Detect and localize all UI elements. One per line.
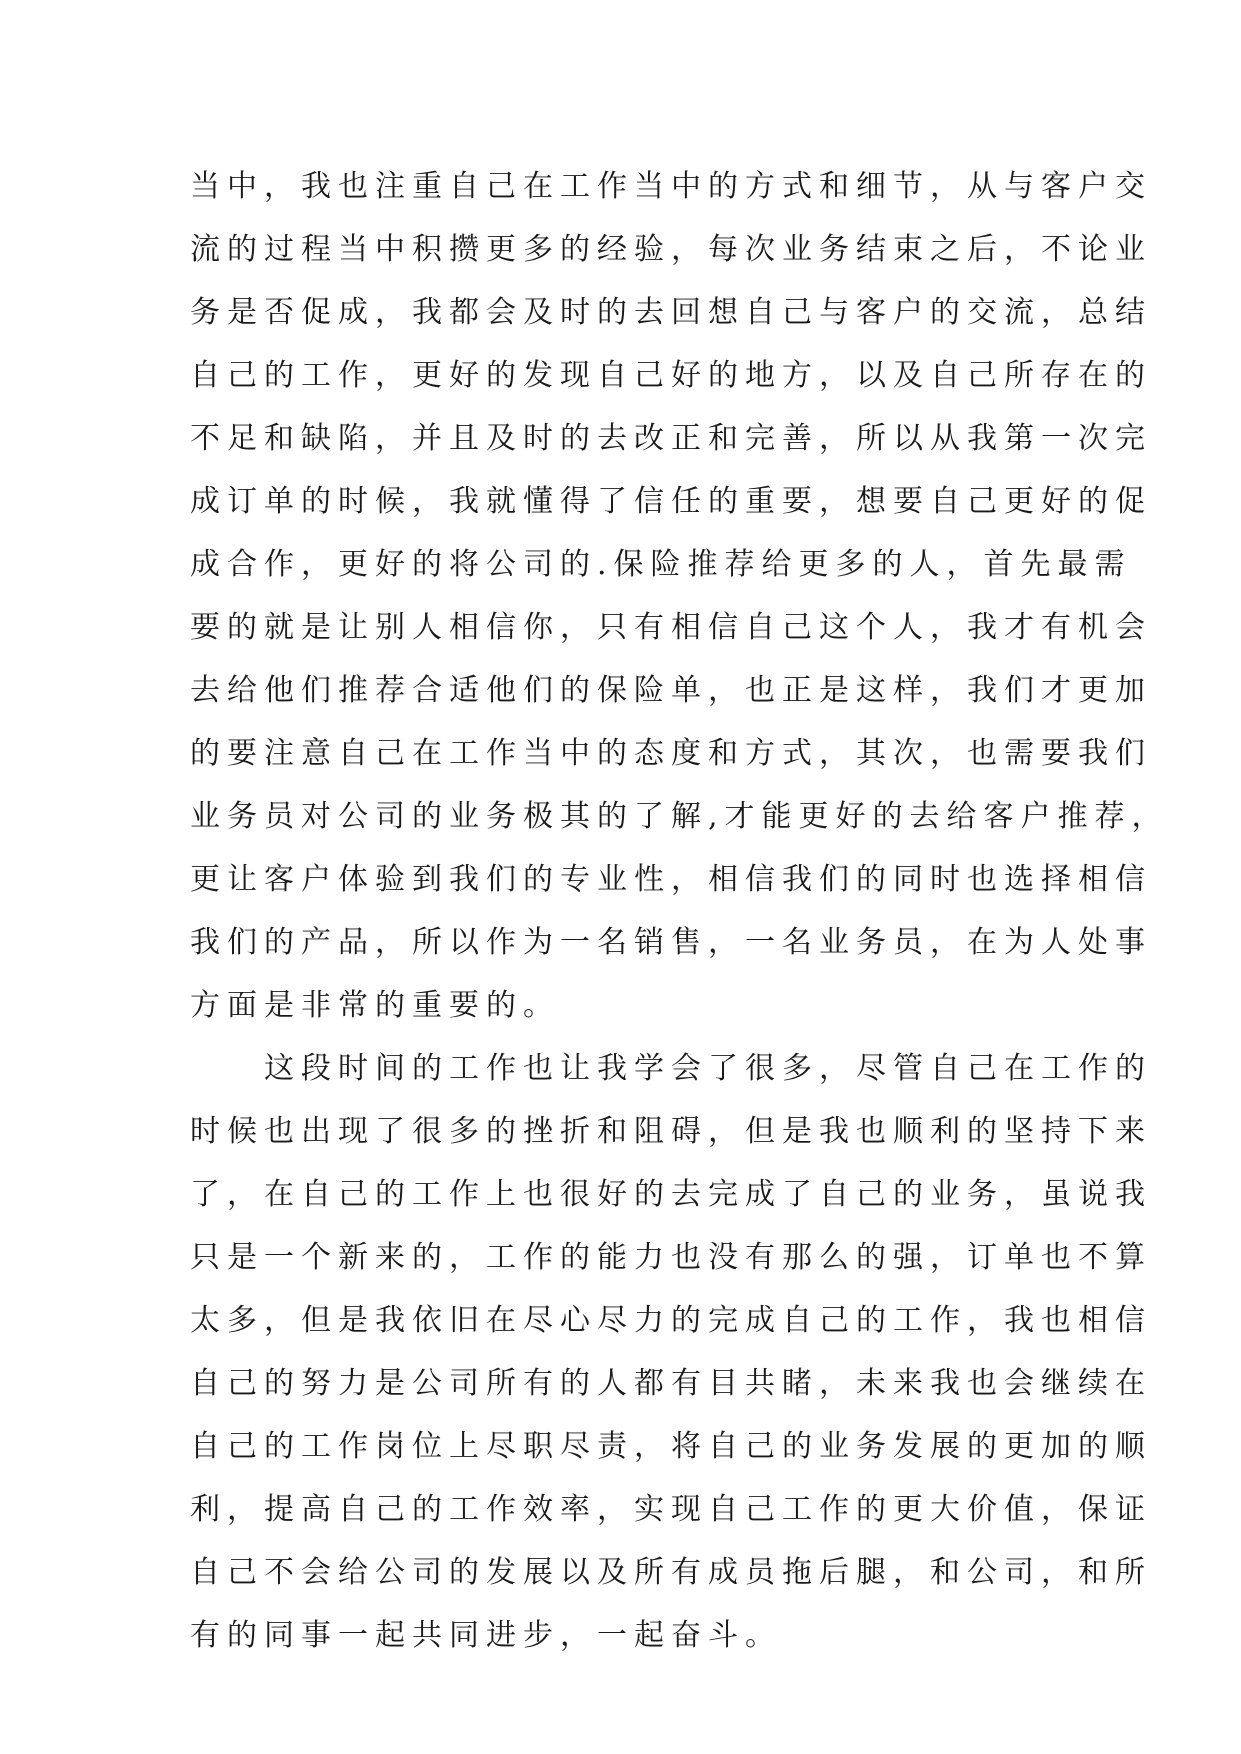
text-line: 成订单的时候，我就懂得了信任的重要，想要自己更好的促 [190, 484, 1152, 519]
text-line: 去给他们推荐合适他们的保险单，也正是这样，我们才更加 [190, 673, 1152, 708]
text-line: 自己的工作，更好的发现自己好的地方，以及自己所存在的 [190, 358, 1152, 393]
text-line: 要的就是让别人相信你，只有相信自己这个人，我才有机会 [190, 610, 1152, 645]
text-line: 太多，但是我依旧在尽心尽力的完成自己的工作，我也相信 [190, 1303, 1152, 1338]
text-line: 业务员对公司的业务极其的了解,才能更好的去给客户推荐， [190, 799, 1169, 834]
text-line: 成合作，更好的将公司的.保险推荐给更多的人，首先最需 [190, 547, 1132, 582]
text-line: 这段时间的工作也让我学会了很多，尽管自己在工作的 [190, 1051, 1152, 1086]
text-line: 自己的努力是公司所有的人都有目共睹，未来我也会继续在 [190, 1366, 1152, 1401]
text-line: 只是一个新来的，工作的能力也没有那么的强，订单也不算 [190, 1240, 1152, 1275]
text-line: 流的过程当中积攒更多的经验，每次业务结束之后，不论业 [190, 232, 1152, 267]
body-text [190, 155, 1169, 1667]
text-line: 时候也出现了很多的挫折和阻碍，但是我也顺利的坚持下来 [190, 1114, 1152, 1149]
text-line: 有的同事一起共同进步，一起奋斗。 [190, 1618, 782, 1653]
text-line: 务是否促成，我都会及时的去回想自己与客户的交流，总结 [190, 295, 1152, 330]
text-line: 自己的工作岗位上尽职尽责，将自己的业务发展的更加的顺 [190, 1429, 1152, 1464]
text-line: 更让客户体验到我们的专业性，相信我们的同时也选择相信 [190, 862, 1152, 897]
text-line: 了，在自己的工作上也很好的去完成了自己的业务，虽说我 [190, 1177, 1152, 1212]
text-line: 不足和缺陷，并且及时的去改正和完善，所以从我第一次完 [190, 421, 1152, 456]
text-line: 利，提高自己的工作效率，实现自己工作的更大价值，保证 [190, 1492, 1152, 1527]
text-line: 我们的产品，所以作为一名销售，一名业务员，在为人处事 [190, 925, 1152, 960]
text-line: 方面是非常的重要的。 [190, 988, 560, 1023]
text-line: 自己不会给公司的发展以及所有成员拖后腿，和公司，和所 [190, 1555, 1152, 1590]
text-line: 当中，我也注重自己在工作当中的方式和细节，从与客户交 [190, 169, 1152, 204]
text-line: 的要注意自己在工作当中的态度和方式，其次，也需要我们 [190, 736, 1152, 771]
